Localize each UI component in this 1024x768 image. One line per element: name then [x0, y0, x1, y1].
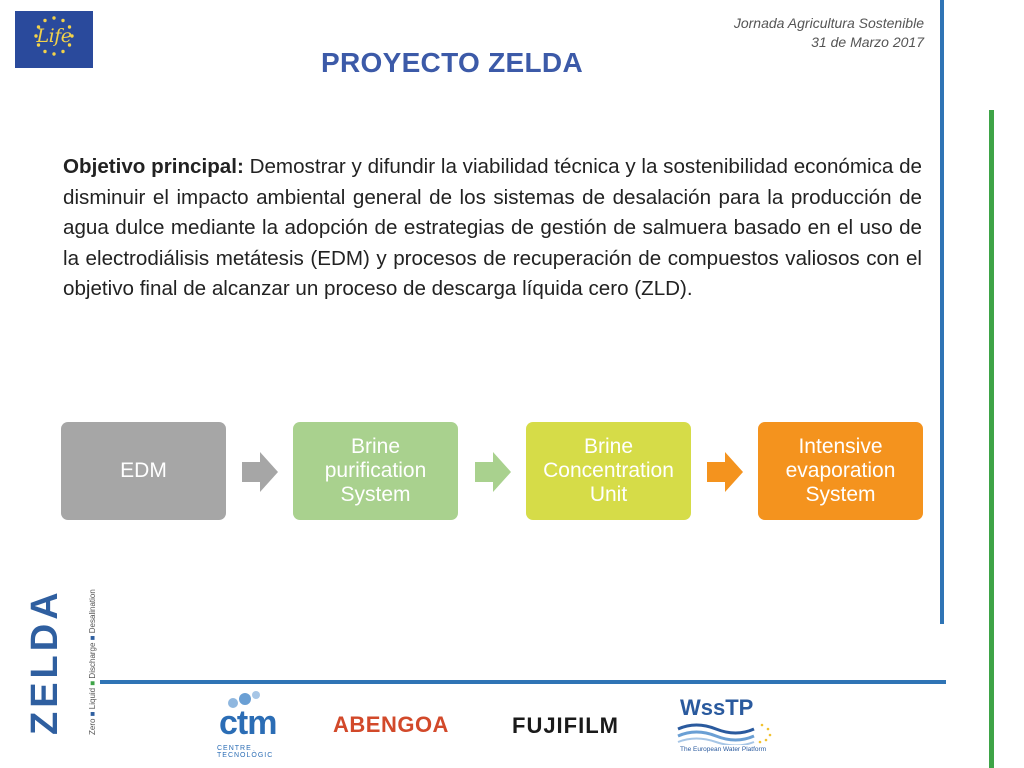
event-date: 31 de Marzo 2017	[811, 34, 924, 50]
page-title: PROYECTO ZELDA	[321, 47, 583, 78]
process-step-label: EDM	[120, 459, 167, 482]
zelda-tagline-item: Discharge	[88, 642, 97, 679]
zelda-tagline-item: Liquid	[88, 687, 97, 710]
wsstp-logo-subtext: The European Water Platform	[680, 746, 767, 753]
event-name: Jornada Agricultura Sostenible	[733, 15, 924, 31]
objective-label: Objetivo principal:	[63, 155, 244, 178]
arrow-right-icon	[475, 452, 511, 492]
vertical-blue-divider	[940, 0, 944, 624]
process-step-label: Brine Concentration Unit	[543, 435, 674, 506]
objective-paragraph	[63, 152, 922, 305]
zelda-tagline: Zero ■ Liquid ■ Discharge ■ Desalination	[88, 589, 97, 735]
process-step-brine-concentration	[526, 422, 691, 520]
life-logo-text: Life	[36, 25, 72, 47]
ctm-logo-subtext: CENTRE TECNOLÒGIC	[217, 745, 274, 759]
objective-text: Demostrar y difundir la viabilidad técnica y la sostenibilidad económica de disminuir el impacto ambiental general de los sistemas de desalación para la producción de agua dulce mediante la adopción de estrategias de gestión de salmuera basado en el uso de la electrodiálisis metátesis (EDM) y procesos de recuperación de compuestos valiosos con el objetivo final de alcanzar un proceso de descarga líquida cero (ZLD).	[63, 155, 922, 300]
zelda-tagline-item: Desalination	[88, 589, 97, 634]
wsstp-logo	[676, 695, 776, 757]
zelda-logo-word: ZELDA	[24, 588, 66, 735]
zelda-tagline-item: Zero	[88, 718, 97, 735]
abengoa-logo: ABENGOA	[333, 712, 449, 737]
ctm-logo-text: ctm	[219, 704, 277, 742]
ctm-logo	[205, 690, 285, 760]
process-step-label: Intensive evaporation System	[785, 435, 896, 506]
footer-divider	[100, 680, 946, 684]
process-step-label: Brine purification System	[324, 435, 427, 506]
arrow-right-icon	[707, 452, 743, 492]
arrow-right-icon	[242, 452, 278, 492]
zelda-logo	[22, 588, 97, 738]
water-waves-icon	[676, 721, 776, 745]
process-step-edm	[61, 422, 226, 520]
process-step-intensive-evaporation	[758, 422, 923, 520]
process-step-brine-purification	[293, 422, 458, 520]
wsstp-logo-text: WssTP	[680, 695, 754, 720]
vertical-green-divider	[989, 110, 994, 768]
fujifilm-logo: FUJIFILM	[512, 713, 619, 738]
